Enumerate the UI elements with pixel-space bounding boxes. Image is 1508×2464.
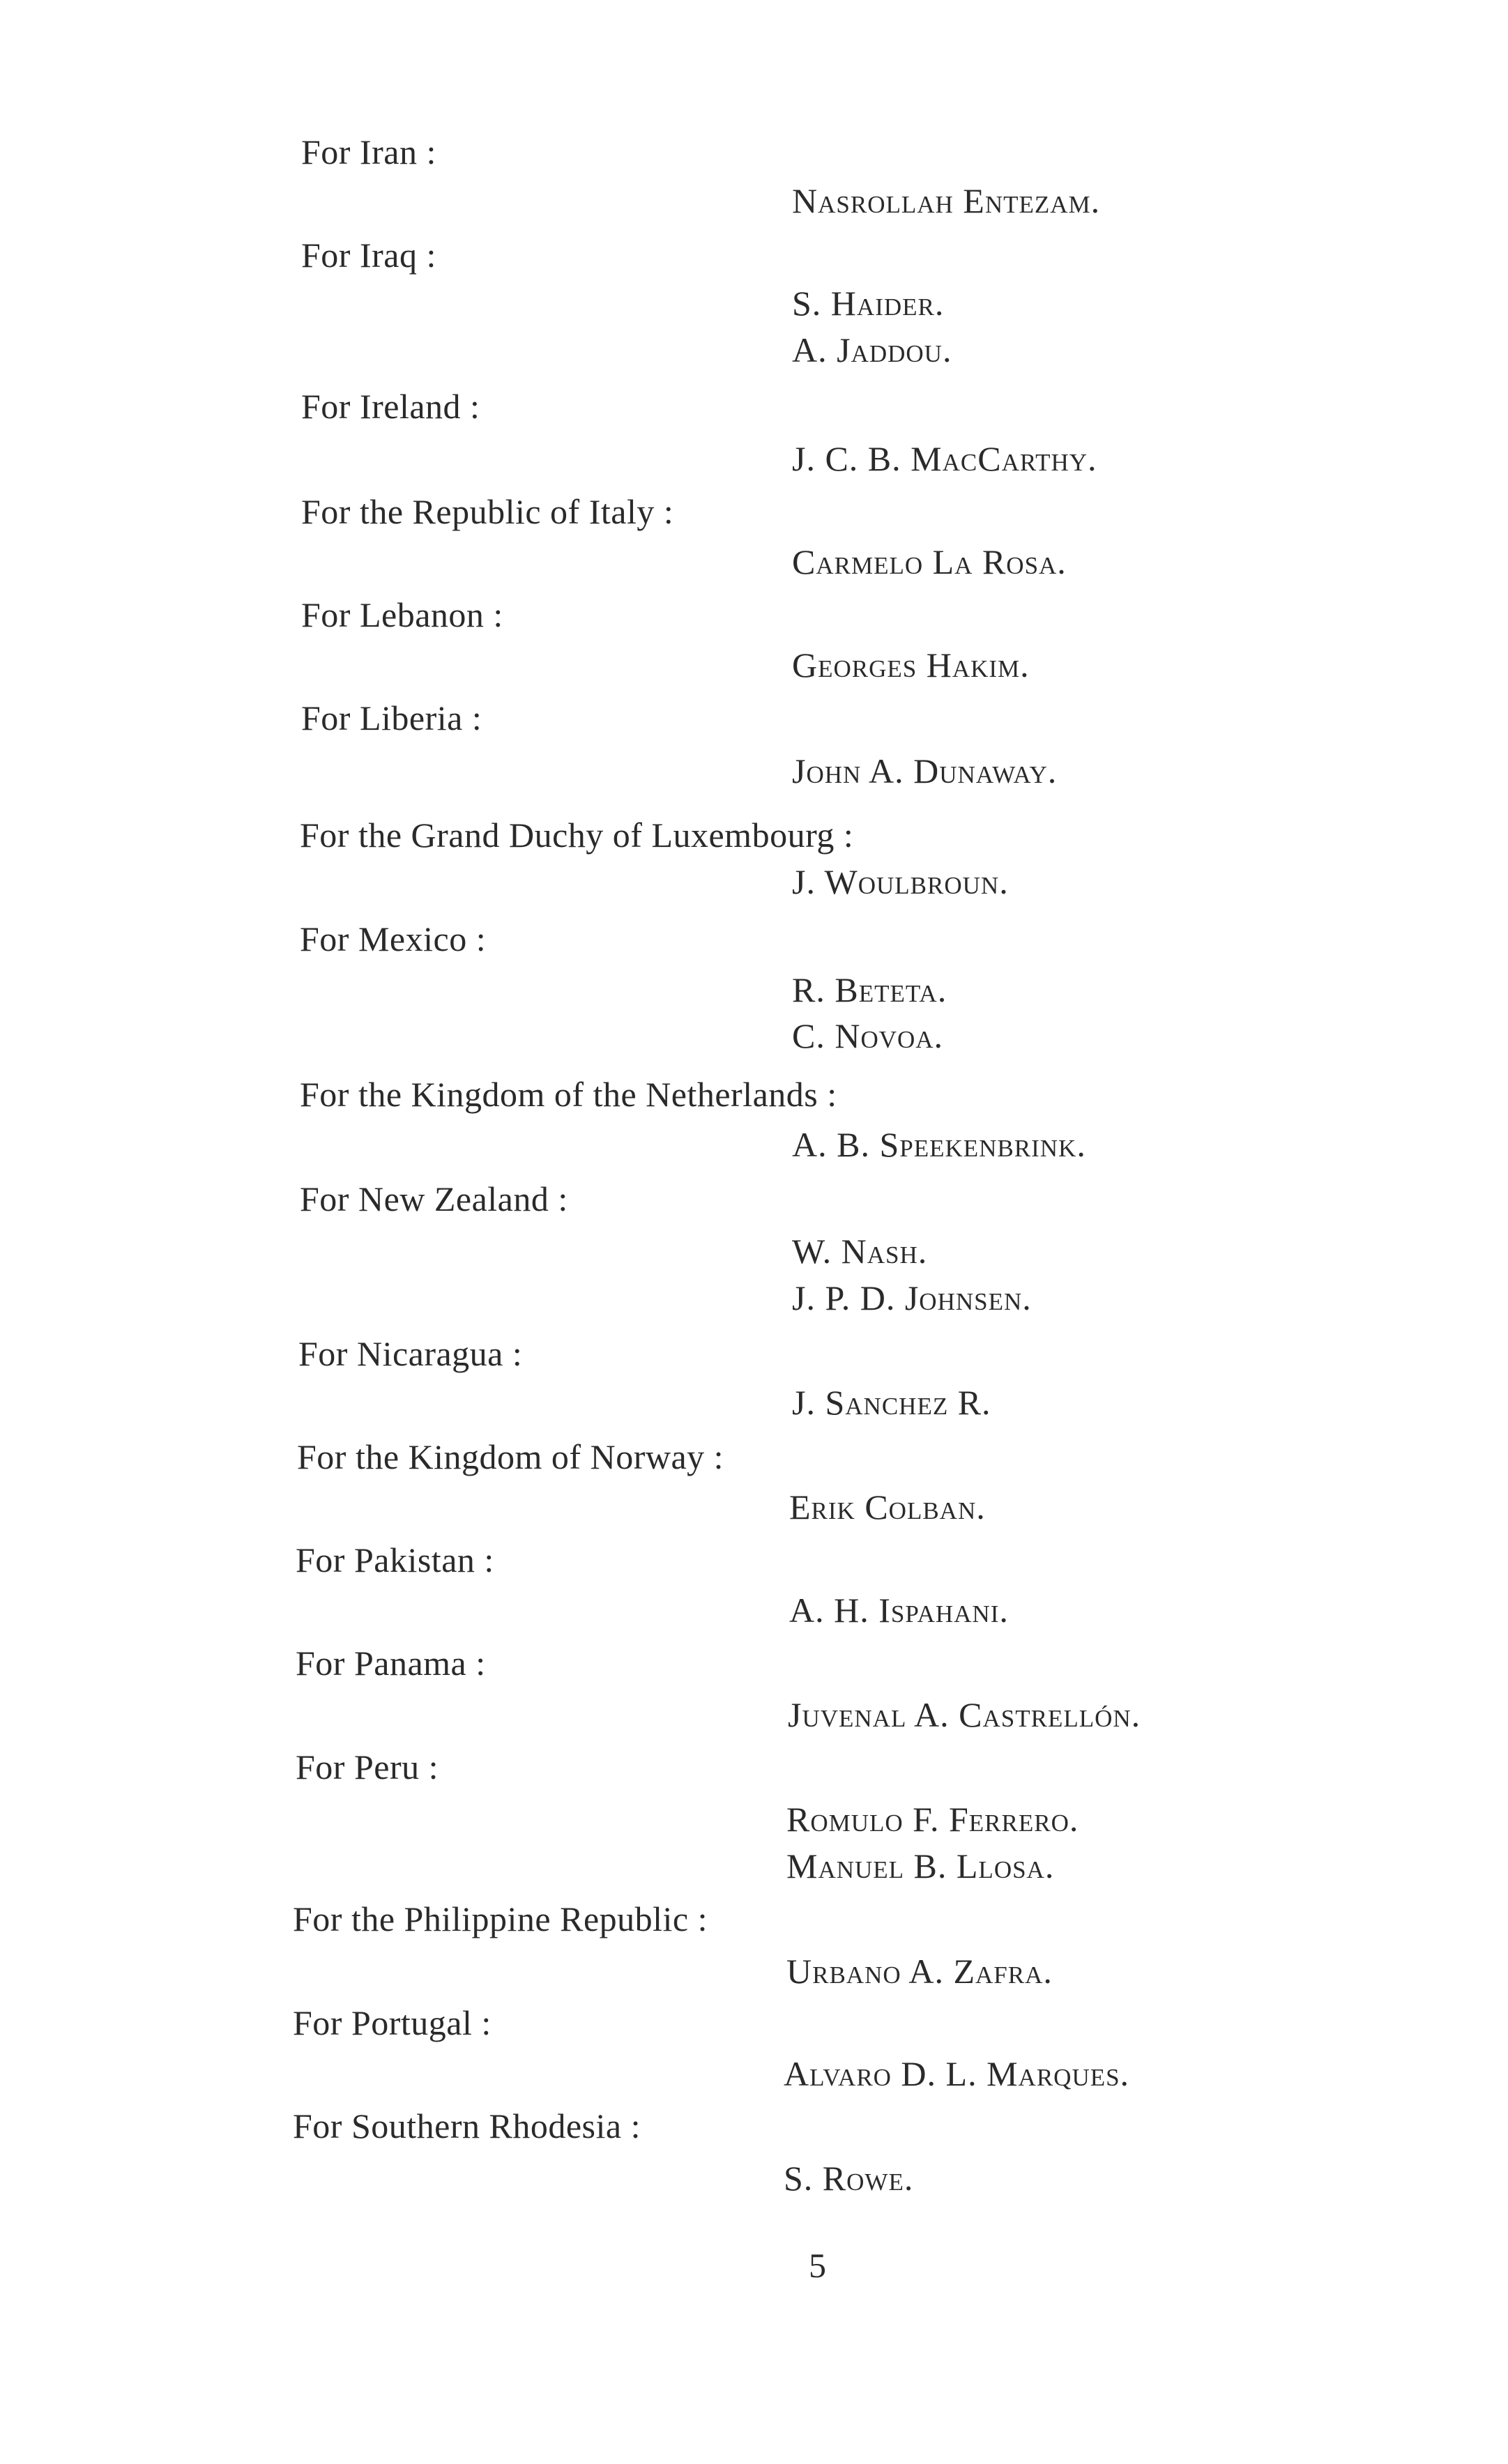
signatory-name: C. Novoa. (792, 1016, 944, 1055)
country-label: For Iraq : (301, 236, 436, 275)
signatory-name: J. C. B. MacCarthy. (792, 439, 1097, 478)
signatory-name: S. Haider. (792, 284, 945, 323)
country-label: For Ireland : (301, 387, 480, 426)
signatory-name: Manuel B. Llosa. (786, 1846, 1055, 1885)
page-number: 5 (809, 2246, 826, 2285)
signatory-name: J. Woulbroun. (792, 862, 1009, 901)
signatory-name: Carmelo La Rosa. (792, 542, 1067, 581)
country-label: For Southern Rhodesia : (293, 2106, 641, 2145)
signatory-name: R. Beteta. (792, 970, 947, 1009)
country-label: For the Kingdom of the Netherlands : (300, 1075, 837, 1114)
country-label: For Mexico : (300, 919, 487, 958)
signatory-name: A. Jaddou. (792, 330, 952, 369)
country-label: For the Republic of Italy : (301, 492, 674, 531)
signatory-name: A. B. Speekenbrink. (792, 1125, 1086, 1164)
country-label: For the Kingdom of Norway : (297, 1437, 724, 1476)
country-label: For Liberia : (301, 698, 482, 737)
signatory-name: Erik Colban. (789, 1487, 986, 1526)
country-label: For New Zealand : (300, 1179, 568, 1218)
country-label: For Panama : (296, 1644, 486, 1683)
signatory-name: W. Nash. (792, 1232, 928, 1271)
country-label: For Nicaragua : (298, 1334, 523, 1373)
country-label: For the Philippine Republic : (293, 1899, 708, 1938)
signatory-name: Georges Hakim. (792, 645, 1030, 684)
signatory-name: A. H. Ispahani. (789, 1591, 1009, 1630)
country-label: For Pakistan : (296, 1540, 494, 1579)
signatory-name: J. P. D. Johnsen. (792, 1278, 1032, 1317)
signatory-name: S. Rowe. (784, 2159, 914, 2198)
signatory-name: Juvenal A. Castrellón. (788, 1695, 1141, 1734)
signatory-name: Alvaro D. L. Marques. (784, 2054, 1130, 2093)
signatory-name: Romulo F. Ferrero. (786, 1800, 1079, 1839)
country-label: For Iran : (301, 132, 436, 171)
signatory-name: Nasrollah Entezam. (792, 181, 1101, 220)
signatory-name: Urbano A. Zafra. (786, 1952, 1053, 1991)
country-label: For Lebanon : (301, 595, 503, 634)
country-label: For the Grand Duchy of Luxembourg : (300, 816, 854, 855)
signatory-name: J. Sanchez R. (792, 1383, 991, 1422)
country-label: For Peru : (296, 1747, 439, 1786)
country-label: For Portugal : (293, 2003, 492, 2042)
signatory-name: John A. Dunaway. (792, 751, 1058, 790)
